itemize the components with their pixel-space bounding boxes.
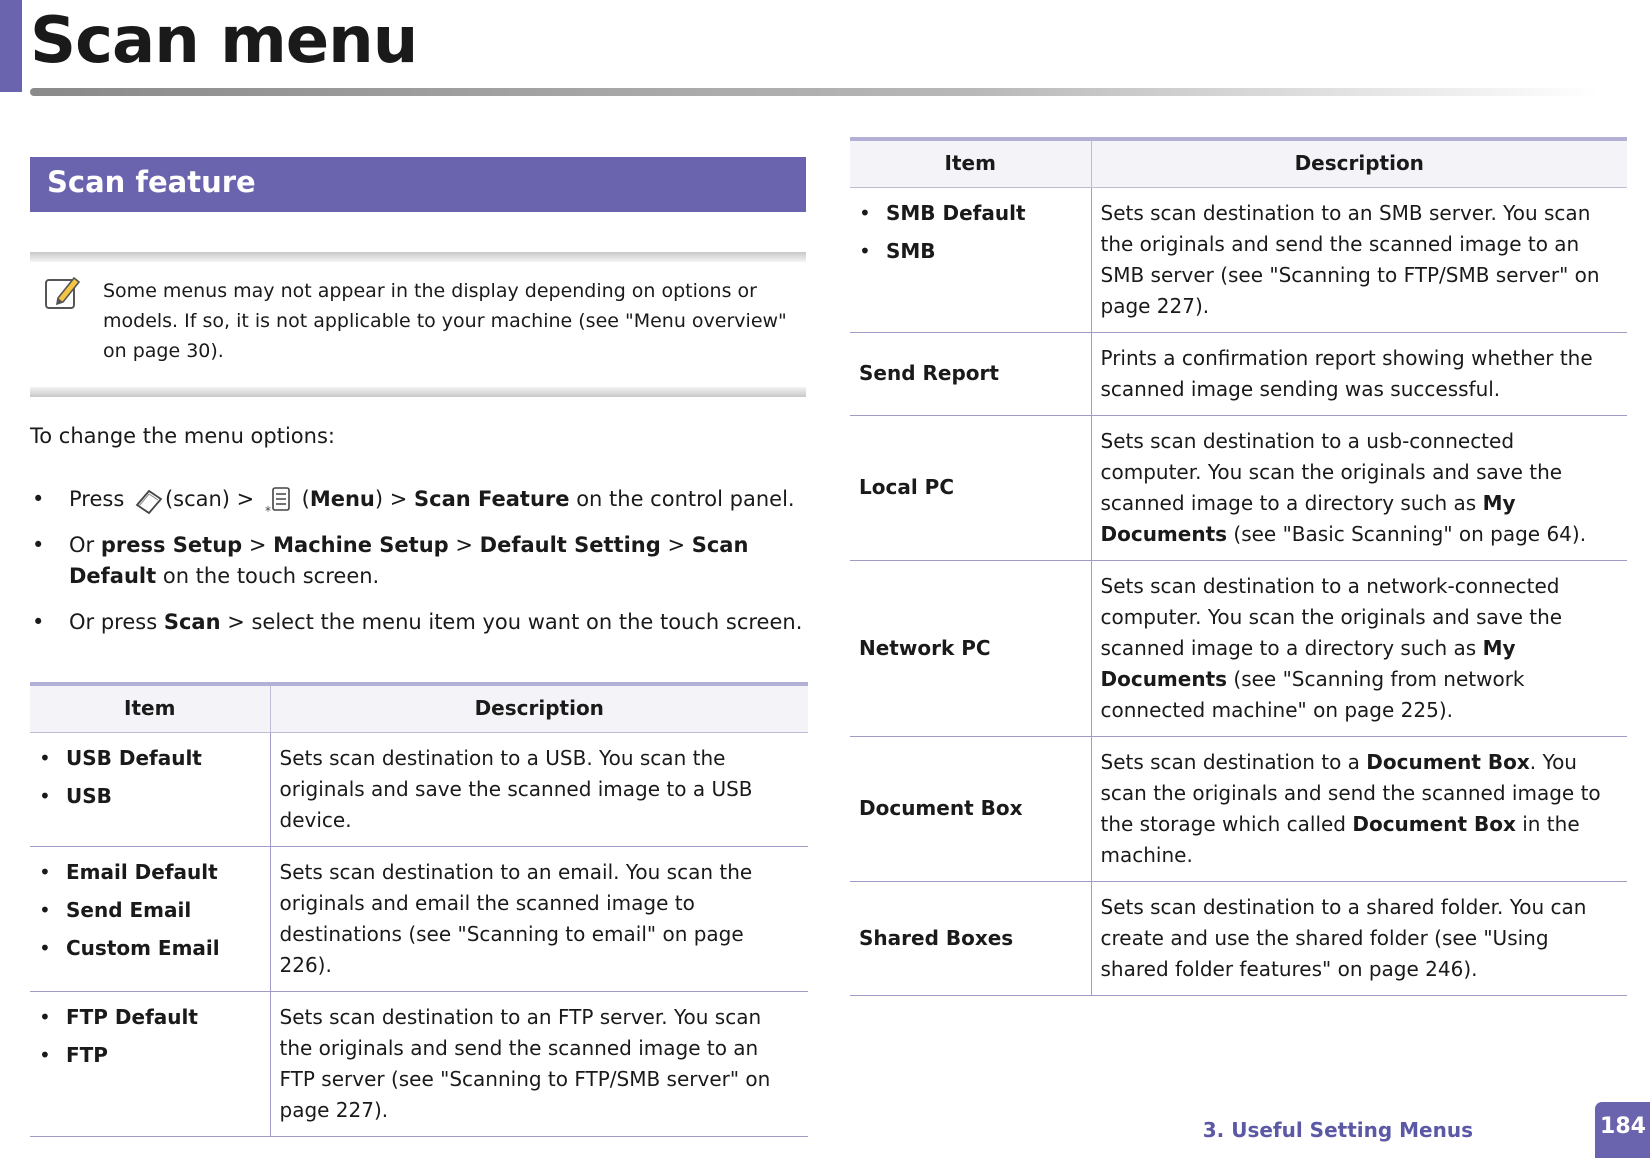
table-row bbox=[30, 732, 808, 846]
description-cell: Sets scan destination to an SMB server. You scan the originals and send the scanned image to an SMB server (see "Scanning to FTP/SMB server" on page 227). bbox=[1091, 187, 1627, 332]
description-cell: Prints a confirmation report showing whether the scanned image sending was successful. bbox=[1091, 332, 1627, 415]
table-row bbox=[30, 991, 808, 1136]
description-cell: Sets scan destination to a Document Box. You scan the originals and send the scanned image to the storage which called Document Box in the machine. bbox=[1091, 736, 1627, 881]
table-row bbox=[850, 881, 1627, 995]
item-cell: Shared Boxes bbox=[850, 881, 1091, 995]
description-cell: Sets scan destination to a usb-connected computer. You scan the originals and save the scanned image to a directory such as My Documents (see "Basic Scanning" on page 64). bbox=[1091, 415, 1627, 560]
table-header-row bbox=[850, 139, 1627, 187]
item-label: • USB bbox=[39, 781, 261, 812]
item-cell: Send Report bbox=[850, 332, 1091, 415]
column-header-description: Description bbox=[270, 684, 808, 732]
description-cell: Sets scan destination to an FTP server. You scan the originals and send the scanned image to an FTP server (see "Scanning to FTP/SMB server" on page 227). bbox=[270, 991, 808, 1136]
step-item: • Press (scan) > * (Menu) > Scan Feature on the control panel. bbox=[30, 484, 810, 515]
note-box bbox=[30, 252, 806, 397]
item-label: • SMB bbox=[859, 236, 1082, 267]
item-cell: Document Box bbox=[850, 736, 1091, 881]
menu-icon bbox=[261, 485, 295, 515]
note-pencil-icon bbox=[44, 272, 82, 312]
description-cell: Sets scan destination to a USB. You scan the originals and save the scanned image to a USB device. bbox=[270, 732, 808, 846]
item-label: • Email Default bbox=[39, 857, 261, 888]
page-number: 184 bbox=[1595, 1102, 1650, 1158]
description-cell: Sets scan destination to a shared folder. You can create and use the shared folder (see "Using shared folder features" on page 246). bbox=[1091, 881, 1627, 995]
item-label: • Custom Email bbox=[39, 933, 261, 964]
intro-text: To change the menu options: bbox=[30, 424, 335, 448]
footer-chapter: 3. Useful Setting Menus bbox=[1202, 1118, 1473, 1142]
item-cell bbox=[30, 846, 270, 991]
scan-menu-table-1 bbox=[30, 682, 808, 1137]
table-row bbox=[30, 846, 808, 991]
note-top-rule bbox=[30, 252, 806, 262]
item-cell bbox=[30, 991, 270, 1136]
steps-list bbox=[30, 484, 810, 653]
svg-text:*: * bbox=[264, 504, 271, 515]
item-cell bbox=[30, 732, 270, 846]
column-header-item: Item bbox=[30, 684, 270, 732]
item-label: • FTP bbox=[39, 1040, 261, 1071]
scan-icon bbox=[131, 485, 165, 515]
item-label: • SMB Default bbox=[859, 198, 1082, 229]
note-text: Some menus may not appear in the display depending on options or models. If so, it is not applicable to your machine (see "Menu overview" on page 30). bbox=[103, 280, 787, 362]
table-row bbox=[850, 736, 1627, 881]
note-bottom-rule bbox=[30, 387, 806, 397]
item-label: • Send Email bbox=[39, 895, 261, 926]
item-cell bbox=[850, 187, 1091, 332]
description-cell: Sets scan destination to a network-connected computer. You scan the originals and save the scanned image to a directory such as My Documents (see "Scanning from network connected machine" on page 225). bbox=[1091, 560, 1627, 736]
table-row bbox=[850, 560, 1627, 736]
table-row bbox=[850, 187, 1627, 332]
table-row bbox=[850, 415, 1627, 560]
table-row bbox=[850, 332, 1627, 415]
description-cell: Sets scan destination to an email. You scan the originals and email the scanned image to destinations (see "Scanning to email" on page 226). bbox=[270, 846, 808, 991]
scan-menu-table-2 bbox=[850, 137, 1627, 996]
item-label: • USB Default bbox=[39, 743, 261, 774]
step-item: • Or press Scan > select the menu item you want on the touch screen. bbox=[32, 610, 803, 634]
item-label: • FTP Default bbox=[39, 1002, 261, 1033]
step-item: • Or press Setup > Machine Setup > Default Setting > Scan Default on the touch screen. bbox=[32, 533, 749, 588]
table-header-row bbox=[30, 684, 808, 732]
item-cell: Network PC bbox=[850, 560, 1091, 736]
title-rule bbox=[30, 88, 1600, 96]
title-accent-bar bbox=[0, 0, 22, 92]
column-header-item: Item bbox=[850, 139, 1091, 187]
column-header-description: Description bbox=[1091, 139, 1627, 187]
item-cell: Local PC bbox=[850, 415, 1091, 560]
section-heading: Scan feature bbox=[30, 157, 806, 212]
page-title: Scan menu bbox=[30, 4, 418, 78]
